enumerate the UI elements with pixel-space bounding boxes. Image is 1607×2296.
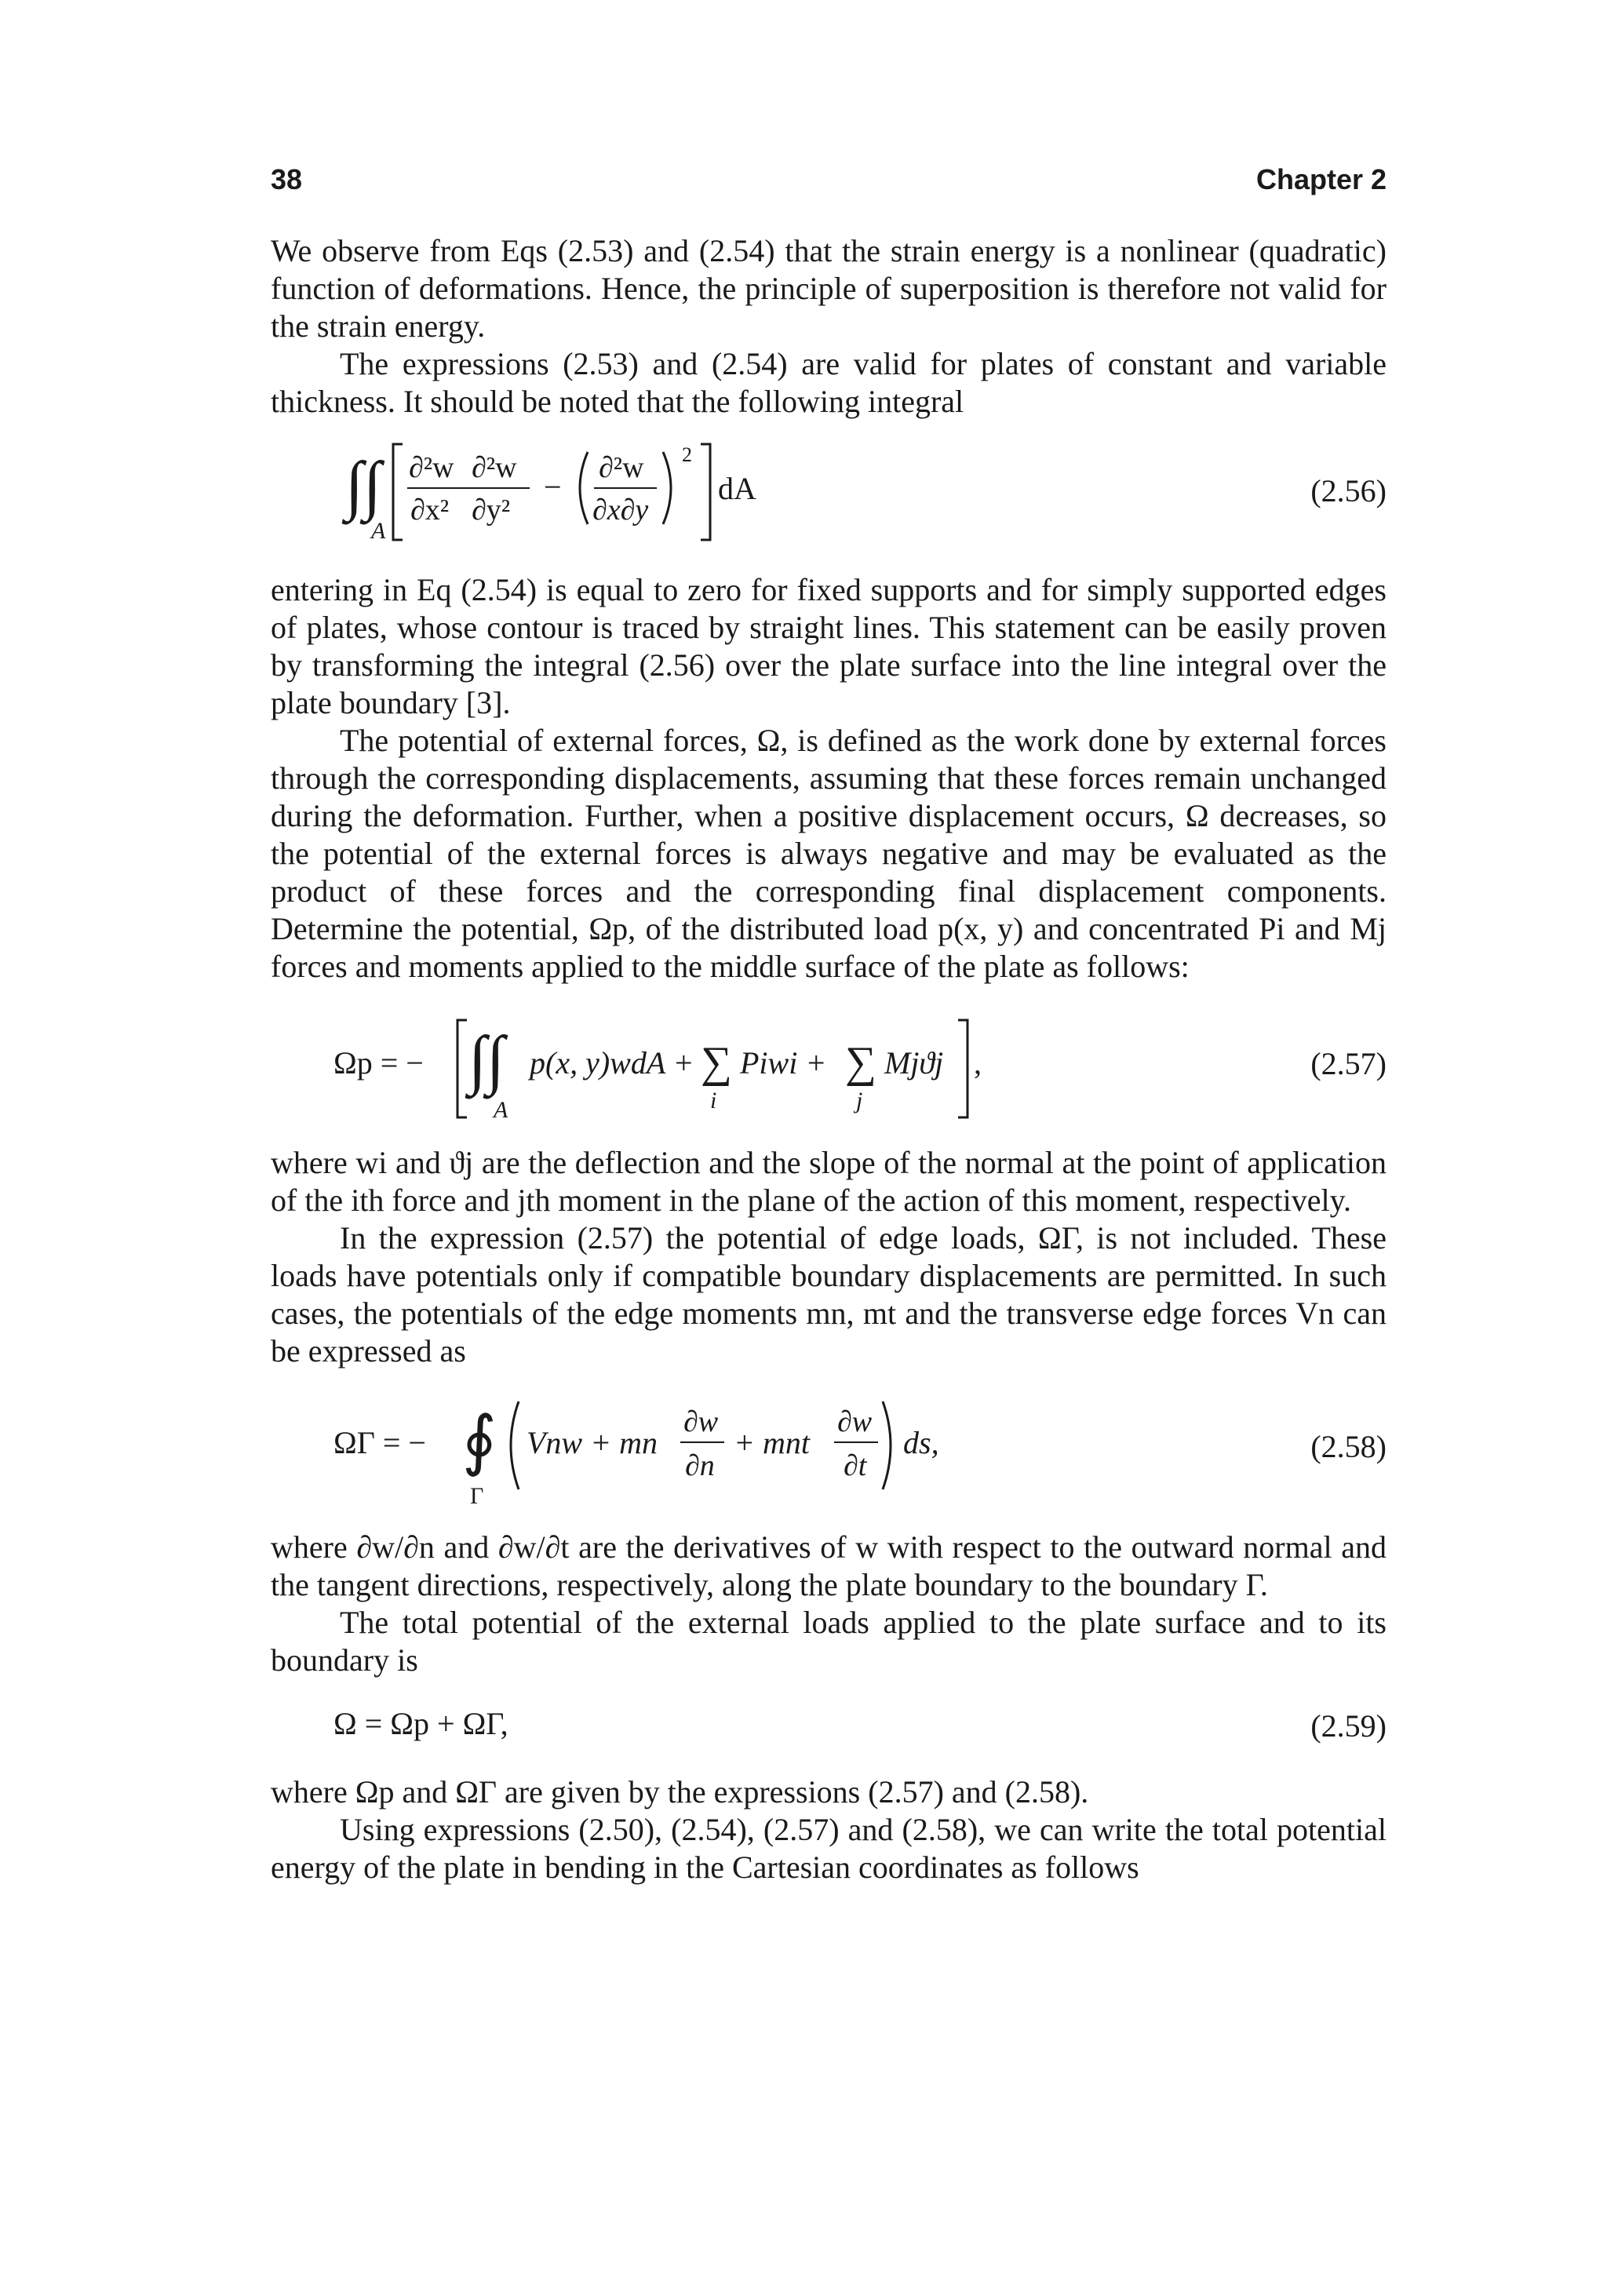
exponent-2: 2 xyxy=(682,443,692,466)
omega-p-lhs: Ωp = − xyxy=(333,1045,424,1081)
sum-sign-j: ∑ xyxy=(845,1038,876,1087)
left-paren xyxy=(580,452,588,524)
outer-bracket-left xyxy=(457,1020,467,1117)
equation-2-57-math xyxy=(271,986,1291,1143)
sum-subscript-j: j xyxy=(856,1088,863,1113)
trailing-comma: , xyxy=(974,1045,982,1081)
paragraph-2: The expressions (2.53) and (2.54) are valid for plates of constant and variable thickness. It should be noted that the following integral xyxy=(271,346,1387,419)
integral-subscript: A xyxy=(371,518,386,544)
integral-subscript: A xyxy=(494,1097,508,1123)
chapter-label: Chapter 2 xyxy=(1255,163,1387,195)
omega-gamma-lhs: ΩΓ = − xyxy=(333,1425,426,1460)
numerator-2: ∂²w xyxy=(472,451,517,484)
minus-sign: − xyxy=(544,469,562,505)
edge-force-term: Vnw + mn xyxy=(527,1425,658,1460)
paragraph-8: The total potential of the external loads applied to the plate surface and to its boundary is xyxy=(271,1605,1387,1678)
denominator-1: ∂x² xyxy=(410,494,450,527)
differential-dA: dA xyxy=(718,471,756,506)
sum-sign-i: ∑ xyxy=(701,1038,732,1087)
dw-numerator-2: ∂w xyxy=(837,1405,873,1438)
equation-number-2-57: (2.57) xyxy=(1310,1046,1387,1081)
numerator-3: ∂²w xyxy=(599,451,644,484)
equation-2-56-math xyxy=(271,421,1291,570)
equation-2-57 xyxy=(271,986,1387,1143)
paragraph-3: entering in Eq (2.54) is equal to zero for fixed supports and for simply supported edges of plates, whose contour is traced by straight lines. This statement can be easily proven by transforming the integral (2.56) over the plate surface into the line integral over the plate boundary [3]. xyxy=(271,572,1387,720)
right-bracket xyxy=(701,444,710,540)
contour-integral-sign: ∮ xyxy=(462,1405,497,1478)
differential-ds: ds, xyxy=(903,1425,939,1460)
paragraph-5: where wi and ϑj are the deflection and the slope of the normal at the point of application of the ith force and jth moment in the plane of the action of this moment, respectively. xyxy=(271,1145,1387,1218)
paragraph-10: Using expressions (2.50), (2.54), (2.57) and (2.58), we can write the total potential energy of the plate in bending in the Cartesian coordinates as follows xyxy=(271,1812,1387,1885)
outer-bracket-right xyxy=(958,1020,967,1117)
denominator-2: ∂y² xyxy=(472,494,511,527)
double-integral-sign: ∫∫ xyxy=(468,1023,505,1096)
left-paren xyxy=(511,1401,519,1489)
equation-2-58-math xyxy=(271,1370,1291,1527)
point-force-term: Piwi + xyxy=(740,1045,827,1081)
equation-2-56 xyxy=(271,421,1387,570)
contour-subscript: Γ xyxy=(470,1483,484,1509)
equation-number-2-59: (2.59) xyxy=(1310,1708,1387,1744)
dn-denominator: ∂n xyxy=(685,1449,715,1482)
twist-moment-term: + mnt xyxy=(734,1425,810,1460)
numerator-1: ∂²w xyxy=(409,451,454,484)
left-bracket xyxy=(393,444,403,540)
equation-2-59 xyxy=(271,1679,1387,1773)
right-paren xyxy=(663,452,671,524)
dw-numerator-1: ∂w xyxy=(683,1405,719,1438)
denominator-3: ∂x∂y xyxy=(592,494,649,527)
equation-2-58 xyxy=(271,1370,1387,1527)
equation-number-2-56: (2.56) xyxy=(1310,473,1387,508)
paragraph-4: The potential of external forces, Ω, is defined as the work done by external forces through the corresponding displacements, assuming that these forces remain unchanged during the deformation. Further, when a positive displacement occurs, Ω decreases, so the potential of the external forces is always negative and may be evaluated as the product of these forces and the corresponding final displacement components. Determine the potential, Ωp, of the distributed load p(x, y) and concentrated Pi and Mj forces and moments applied to the middle surface of the plate as follows: xyxy=(271,723,1387,984)
moment-term: Mjϑj xyxy=(884,1045,944,1081)
total-potential-equation: Ω = Ωp + ΩΓ, xyxy=(333,1706,508,1741)
paragraph-6: In the expression (2.57) the potential of edge loads, ΩΓ, is not included. These loads have potentials only if compatible boundary displacements are permitted. In such cases, the potentials of the edge moments mn, mt and the transverse edge forces Vn can be expressed as xyxy=(271,1220,1387,1368)
double-integral-sign: ∫∫ xyxy=(345,449,382,522)
paragraph-7: where ∂w/∂n and ∂w/∂t are the derivatives of w with respect to the outward normal and the tangent directions, respectively, along the plate boundary to the boundary Γ. xyxy=(271,1529,1387,1602)
paragraph-1: We observe from Eqs (2.53) and (2.54) that the strain energy is a nonlinear (quadratic) function of deformations. Hence, the principle of superposition is therefore not valid for the strain energy. xyxy=(271,233,1387,344)
page-number: 38 xyxy=(271,163,303,195)
dt-denominator: ∂t xyxy=(844,1449,867,1482)
body-text xyxy=(271,232,1387,1886)
sum-subscript-i: i xyxy=(710,1088,717,1113)
equation-number-2-58: (2.58) xyxy=(1310,1429,1387,1464)
paragraph-9: where Ωp and ΩΓ are given by the expressions (2.57) and (2.58). xyxy=(271,1774,1089,1809)
equation-2-59-math xyxy=(271,1679,1291,1773)
right-paren xyxy=(883,1401,891,1489)
integrand: p(x, y)wdA + xyxy=(530,1045,694,1081)
